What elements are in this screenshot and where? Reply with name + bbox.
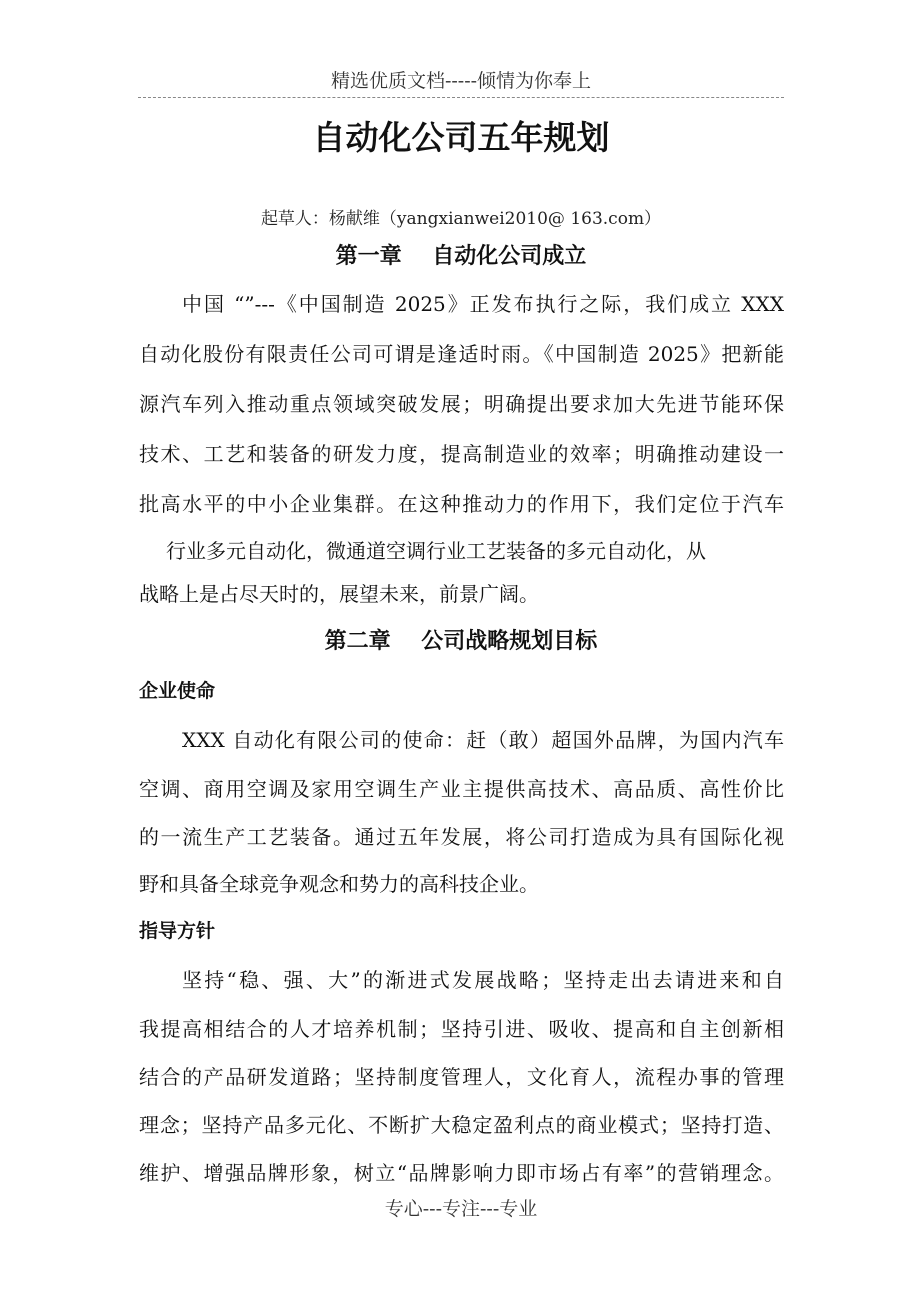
paragraph-line: 自动化股份有限责任公司可谓是逢适时雨。《中国制造 2025》把新能	[139, 342, 784, 366]
document-title: 自动化公司五年规划	[312, 118, 610, 157]
paragraph-line: 技术、工艺和装备的研发力度，提高制造业的效率；明确推动建设一	[139, 442, 784, 466]
paragraph-line: 行业多元自动化，微通道空调行业工艺装备的多元自动化，从	[166, 539, 706, 563]
page-header: 精选优质文档-----倾情为你奉上	[330, 70, 592, 92]
guideline-heading: 指导方针	[139, 920, 216, 942]
paragraph-line: 野和具备全球竞争观念和势力的高科技企业。	[139, 872, 539, 896]
author-line: 起草人：杨献维（yangxianwei2010@ 163.com）	[260, 209, 662, 229]
paragraph-line: XXX 自动化有限公司的使命：赶（敢）超国外品牌，为国内汽车	[182, 728, 784, 752]
paragraph-line: 源汽车列入推动重点领域突破发展；明确提出要求加大先进节能环保	[139, 392, 784, 416]
paragraph-line: 我提高相结合的人才培养机制；坚持引进、吸收、提高和自主创新相	[139, 1017, 784, 1041]
mission-heading: 企业使命	[139, 680, 216, 702]
paragraph-line: 理念；坚持产品多元化、不断扩大稳定盈利点的商业模式；坚持打造、	[139, 1113, 784, 1137]
paragraph-line: 空调、商用空调及家用空调生产业主提供高技术、高品质、高性价比	[139, 777, 784, 801]
paragraph-line: 维护、增强品牌形象，树立“品牌影响力即市场占有率”的营销理念。	[139, 1161, 784, 1185]
paragraph-line: 结合的产品研发道路；坚持制度管理人，文化育人，流程办事的管理	[139, 1065, 784, 1089]
paragraph-line: 中国 “”---《中国制造 2025》正发布执行之际，我们成立 XXX	[182, 292, 784, 316]
chapter1-heading: 第一章 自动化公司成立	[335, 244, 587, 269]
chapter2-heading: 第二章 公司战略规划目标	[324, 629, 598, 654]
page-footer: 专心---专注---专业	[384, 1198, 538, 1220]
paragraph-line: 坚持“稳、强、大”的渐进式发展战略；坚持走出去请进来和自	[182, 968, 784, 992]
paragraph-line: 的一流生产工艺装备。通过五年发展，将公司打造成为具有国际化视	[139, 825, 784, 849]
header-divider	[138, 97, 784, 98]
paragraph-line: 批高水平的中小企业集群。在这种推动力的作用下，我们定位于汽车	[139, 492, 784, 516]
paragraph-line: 战略上是占尽天时的，展望未来，前景广阔。	[139, 582, 539, 606]
